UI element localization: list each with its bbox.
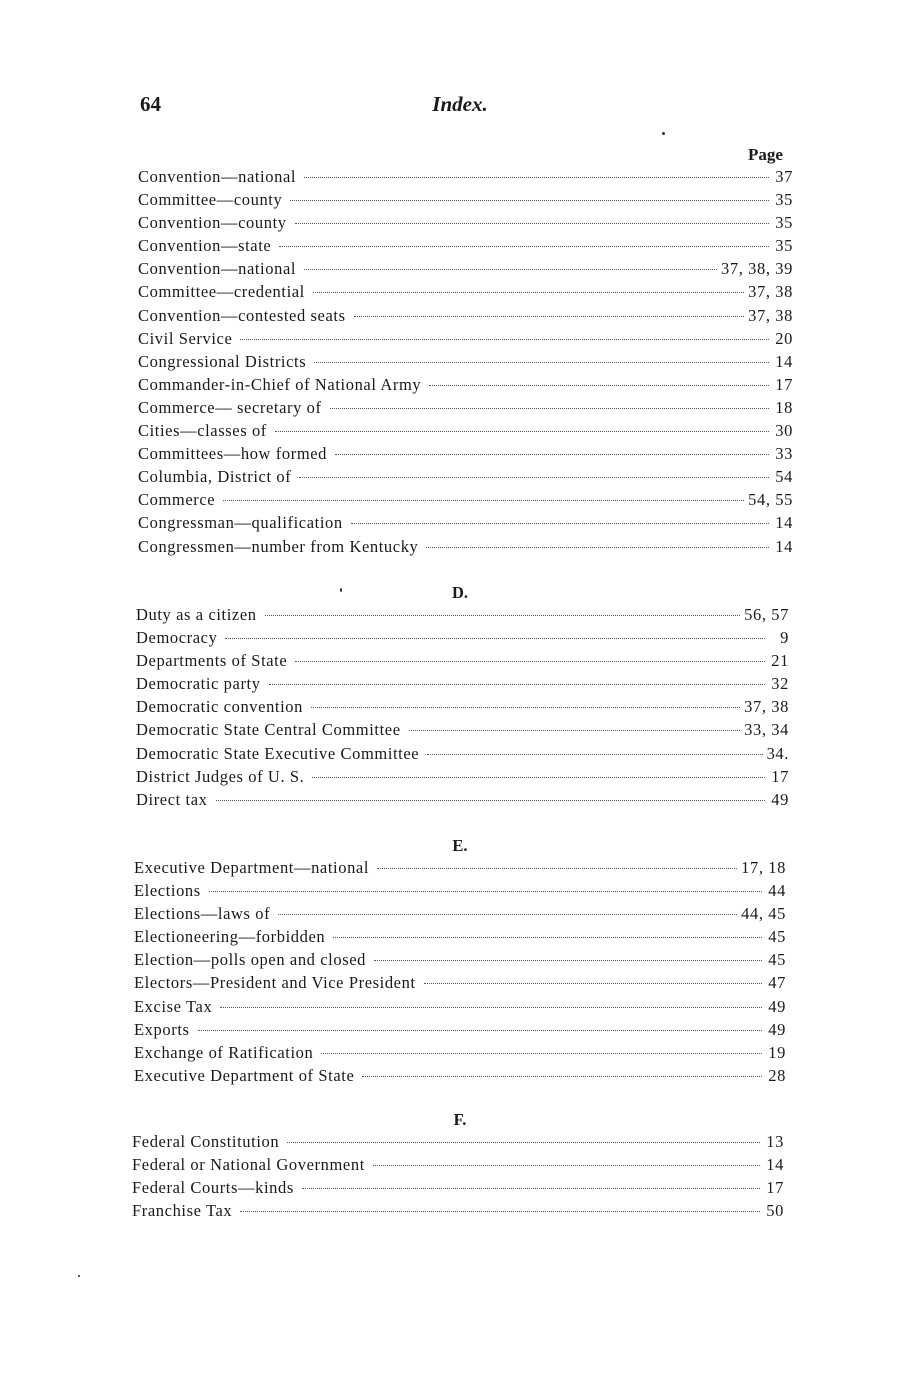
dot-leader (299, 477, 769, 478)
index-entry (134, 1020, 786, 1043)
page-column-header: Page (748, 145, 783, 164)
index-entry (134, 950, 786, 973)
index-entry-label: Democracy (136, 628, 218, 648)
index-entry-pages: 35 (775, 190, 793, 210)
index-entry-label: Civil Service (138, 328, 233, 348)
index-entry (134, 927, 786, 950)
index-entry (136, 697, 789, 720)
index-entry (138, 259, 793, 282)
ink-speck (78, 1275, 80, 1277)
dot-leader (269, 684, 765, 685)
index-entry (134, 1066, 786, 1089)
index-entry-pages: 20 (775, 328, 793, 348)
index-entry-pages: 56, 57 (744, 605, 789, 624)
index-entry (136, 720, 789, 743)
index-entry-label: Commerce— secretary of (138, 397, 322, 417)
index-entry-pages: 45 (768, 927, 786, 947)
dot-leader (265, 615, 741, 616)
index-entry (138, 537, 793, 560)
section-d (136, 605, 789, 813)
section-letter-d: D. (451, 583, 469, 602)
section-f (132, 1132, 784, 1224)
index-entry (138, 490, 793, 513)
index-entry-pages: 49 (768, 1019, 786, 1039)
dot-leader (304, 269, 717, 270)
index-entry (136, 790, 789, 813)
index-entry-pages: 14 (775, 513, 793, 533)
dot-leader (351, 523, 769, 524)
index-entry-pages: 30 (775, 421, 793, 441)
dot-leader (377, 868, 737, 869)
index-entry (134, 904, 786, 927)
index-entry (136, 651, 789, 674)
index-entry-pages: 49 (768, 996, 786, 1016)
dot-leader (362, 1076, 762, 1077)
index-entry-label: Convention—contested seats (138, 305, 346, 325)
index-entry-pages: 18 (775, 397, 793, 417)
index-entry (136, 605, 789, 628)
index-entry-label: Executive Department of State (134, 1065, 355, 1085)
index-entry-label: Federal Courts—kinds (132, 1178, 294, 1198)
index-entry-label: Committee—credential (138, 282, 305, 302)
index-entry-pages: 17 (775, 374, 793, 394)
index-entry-label: Exports (134, 1019, 190, 1039)
section-c (138, 167, 793, 560)
dot-leader (295, 223, 769, 224)
dot-leader (312, 777, 765, 778)
index-entry (136, 628, 789, 651)
dot-leader (429, 385, 769, 386)
index-entry-pages: 37, 38 (748, 282, 793, 302)
index-entry (138, 352, 793, 375)
index-entry-label: Committee—county (138, 190, 283, 210)
index-entry-label: Duty as a citizen (136, 605, 257, 624)
index-entry-pages: 37, 38 (748, 305, 793, 325)
index-entry (134, 881, 786, 904)
index-entry-label: Electors—President and Vice President (134, 973, 416, 993)
index-entry-pages: 33 (775, 444, 793, 464)
page-number: 64 (140, 92, 161, 116)
index-entry-pages: 33, 34 (744, 720, 789, 740)
index-entry-label: Excise Tax (134, 996, 213, 1016)
section-letter-f: F. (453, 1110, 467, 1129)
dot-leader (278, 914, 737, 915)
ink-speck (662, 132, 665, 135)
index-entry-label: District Judges of U. S. (136, 766, 305, 786)
dot-leader (225, 638, 765, 639)
index-entry-pages: 17 (771, 766, 789, 786)
index-entry-pages: 14 (775, 351, 793, 371)
dot-leader (240, 339, 769, 340)
index-entry (134, 858, 786, 881)
running-title: Index. (432, 92, 488, 116)
dot-leader (427, 754, 762, 755)
index-entry (136, 767, 789, 790)
index-entry-label: Federal Constitution (132, 1132, 280, 1151)
index-entry (138, 282, 793, 305)
index-entry-pages: 28 (768, 1065, 786, 1085)
index-entry-pages: 37 (775, 167, 793, 186)
index-entry (138, 236, 793, 259)
dot-leader (220, 1007, 762, 1008)
dot-leader (335, 454, 769, 455)
index-entry-label: Convention—national (138, 259, 297, 279)
index-entry (138, 167, 793, 190)
index-entry (138, 306, 793, 329)
dot-leader (313, 292, 744, 293)
dot-leader (374, 960, 762, 961)
dot-leader (290, 200, 769, 201)
index-entry-label: Franchise Tax (132, 1201, 233, 1221)
index-entry-pages: 50 (766, 1201, 784, 1221)
index-entry-label: Executive Department—national (134, 858, 370, 877)
index-entry-label: Direct tax (136, 789, 208, 809)
dot-leader (333, 937, 762, 938)
dot-leader (311, 707, 740, 708)
section-e (134, 858, 786, 1089)
index-entry-label: Convention—state (138, 236, 272, 256)
dot-leader (198, 1030, 762, 1031)
index-entry-pages: 47 (768, 973, 786, 993)
index-entry (138, 513, 793, 536)
index-entry-pages: 34. (766, 743, 789, 763)
index-entry-label: Elections (134, 881, 201, 901)
index-entry-label: Convention—national (138, 167, 297, 186)
index-entry-pages: 9 (780, 628, 789, 648)
index-entry (132, 1132, 784, 1155)
dot-leader (287, 1142, 760, 1143)
index-entry-pages: 37, 38 (744, 697, 789, 717)
index-entry-pages: 54, 55 (748, 490, 793, 510)
dot-leader (209, 891, 762, 892)
index-entry-pages: 44 (768, 881, 786, 901)
index-entry-pages: 49 (771, 789, 789, 809)
index-entry (136, 744, 789, 767)
index-entry-label: Federal or National Government (132, 1155, 365, 1175)
index-entry (136, 674, 789, 697)
index-entry-label: Congressional Districts (138, 351, 307, 371)
index-entry-label: Election—polls open and closed (134, 950, 366, 970)
index-entry-pages: 35 (775, 236, 793, 256)
index-entry-pages: 13 (766, 1132, 784, 1151)
index-entry-label: Departments of State (136, 651, 288, 671)
dot-leader (295, 661, 765, 662)
index-entry-label: Democratic convention (136, 697, 303, 717)
index-entry-label: Electioneering—forbidden (134, 927, 326, 947)
index-entry (138, 444, 793, 467)
index-entry-pages: 44, 45 (741, 904, 786, 924)
index-entry (138, 213, 793, 236)
dot-leader (330, 408, 769, 409)
index-entry (134, 973, 786, 996)
index-entry-pages: 45 (768, 950, 786, 970)
dot-leader (304, 177, 769, 178)
index-entry-label: Democratic State Executive Committee (136, 743, 420, 763)
index-entry-label: Democratic party (136, 674, 261, 694)
index-entry (138, 329, 793, 352)
index-entry-label: Commerce (138, 490, 216, 510)
index-entry-pages: 17, 18 (741, 858, 786, 877)
index-entry (132, 1201, 784, 1224)
index-entry-label: Columbia, District of (138, 467, 292, 487)
index-entry-label: Congressman—qualification (138, 513, 343, 533)
dot-leader (216, 800, 765, 801)
index-entry (138, 467, 793, 490)
dot-leader (240, 1211, 760, 1212)
index-entry-label: Elections—laws of (134, 904, 271, 924)
index-entry (132, 1178, 784, 1201)
index-entry (138, 190, 793, 213)
index-entry-pages: 32 (771, 674, 789, 694)
dot-leader (223, 500, 744, 501)
index-entry-label: Exchange of Ratification (134, 1042, 314, 1062)
index-entry (132, 1155, 784, 1178)
dot-leader (426, 547, 769, 548)
index-entry-pages: 19 (768, 1042, 786, 1062)
index-entry (134, 1043, 786, 1066)
index-entry-label: Committees—how formed (138, 444, 328, 464)
dot-leader (409, 730, 741, 731)
dot-leader (279, 246, 769, 247)
index-entry (134, 997, 786, 1020)
index-entry-pages: 37, 38, 39 (721, 259, 793, 279)
dot-leader (373, 1165, 760, 1166)
index-entry-label: Convention—county (138, 213, 287, 233)
dot-leader (275, 431, 769, 432)
index-entry-pages: 54 (775, 467, 793, 487)
dot-leader (424, 983, 762, 984)
section-letter-e: E. (452, 836, 468, 855)
dot-leader (354, 316, 745, 317)
index-entry-label: Democratic State Central Committee (136, 720, 401, 740)
dot-leader (302, 1188, 760, 1189)
index-entry (138, 398, 793, 421)
index-entry-pages: 14 (775, 536, 793, 556)
index-entry-label: Cities—classes of (138, 421, 267, 441)
index-entry-pages: 17 (766, 1178, 784, 1198)
index-entry-pages: 35 (775, 213, 793, 233)
index-entry-pages: 14 (766, 1155, 784, 1175)
dot-leader (314, 362, 769, 363)
dot-leader (321, 1053, 762, 1054)
index-entry (138, 421, 793, 444)
index-entry-label: Commander-in-Chief of National Army (138, 374, 422, 394)
index-entry-label: Congressmen—number from Kentucky (138, 536, 419, 556)
index-entry-pages: 21 (771, 651, 789, 671)
index-entry (138, 375, 793, 398)
